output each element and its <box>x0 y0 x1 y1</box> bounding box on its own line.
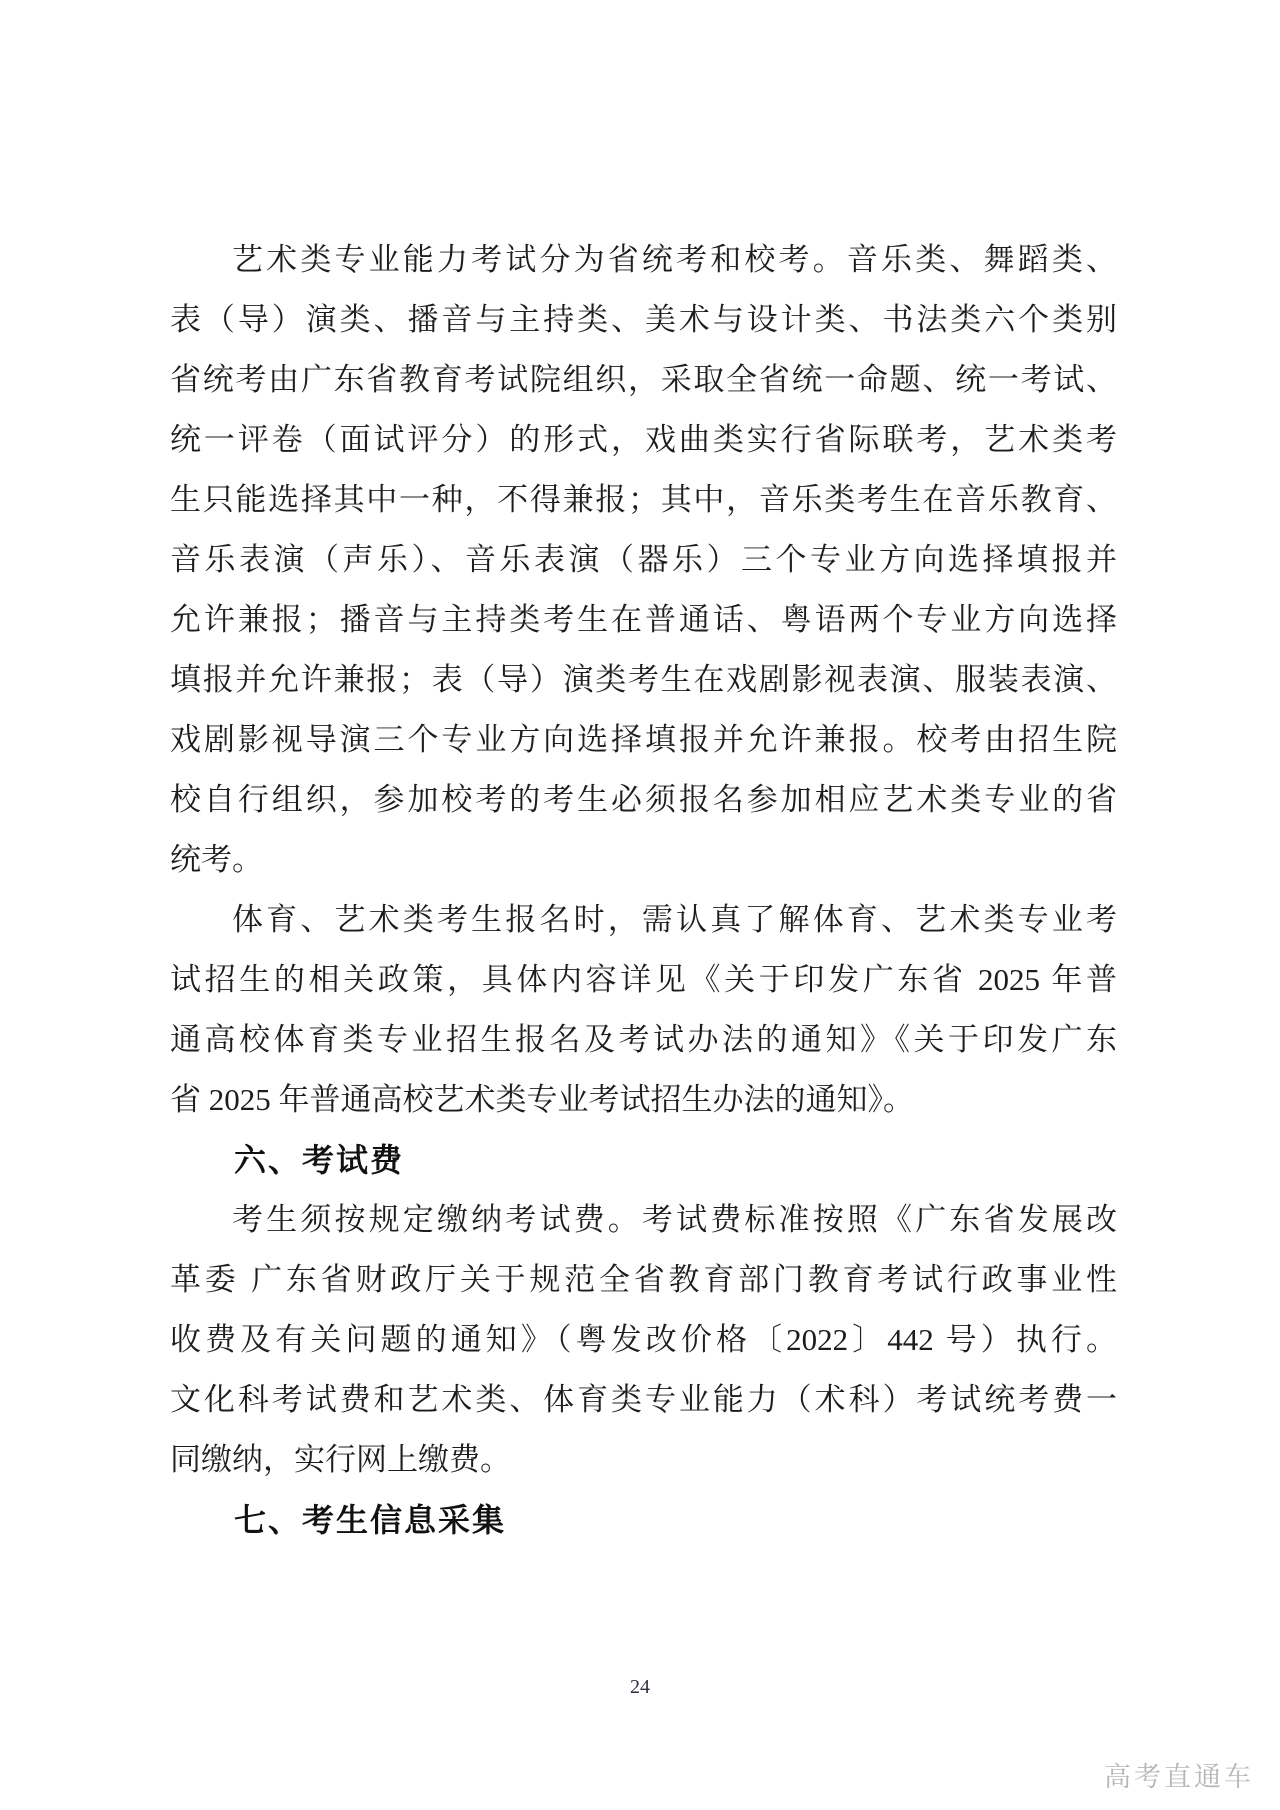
document-content <box>170 230 1117 1550</box>
text-line: 试招生的相关政策，具体内容详见《关于印发广东省 2025 年普 <box>170 962 1117 997</box>
section-heading: 六、考试费 <box>234 1142 405 1178</box>
watermark-text: 高考直通车 <box>1104 1762 1254 1792</box>
page-number: 24 <box>630 1676 650 1698</box>
text-line: 填报并允许兼报；表（导）演类考生在戏剧影视表演、服装表演、 <box>170 662 1117 697</box>
text-line: 体育、艺术类考生报名时，需认真了解体育、艺术类专业考 <box>232 902 1117 937</box>
text-line: 省 2025 年普通高校艺术类专业考试招生办法的通知》。 <box>170 1082 914 1117</box>
text-line: 统考。 <box>170 842 263 877</box>
text-line: 通高校体育类专业招生报名及考试办法的通知》《关于印发广东 <box>170 1022 1117 1057</box>
text-line: 戏剧影视导演三个专业方向选择填报并允许兼报。校考由招生院 <box>170 722 1117 757</box>
text-line: 音乐表演（声乐）、音乐表演（器乐）三个专业方向选择填报并 <box>170 542 1117 577</box>
text-line: 允许兼报；播音与主持类考生在普通话、粤语两个专业方向选择 <box>170 602 1117 637</box>
text-line: 艺术类专业能力考试分为省统考和校考。音乐类、舞蹈类、 <box>232 242 1117 277</box>
text-line: 统一评卷（面试评分）的形式，戏曲类实行省际联考，艺术类考 <box>170 422 1117 457</box>
text-line: 革委 广东省财政厅关于规范全省教育部门教育考试行政事业性 <box>170 1262 1117 1297</box>
text-line: 省统考由广东省教育考试院组织，采取全省统一命题、统一考试、 <box>170 362 1117 397</box>
text-line: 表（导）演类、播音与主持类、美术与设计类、书法类六个类别 <box>170 302 1117 337</box>
text-line: 收费及有关问题的通知》（粤发改价格〔2022〕442 号）执行。 <box>170 1322 1117 1357</box>
text-line: 文化科考试费和艺术类、体育类专业能力（术科）考试统考费一 <box>170 1382 1117 1417</box>
text-line: 生只能选择其中一种，不得兼报；其中，音乐类考生在音乐教育、 <box>170 482 1117 517</box>
section-heading: 七、考生信息采集 <box>234 1502 507 1538</box>
text-line: 同缴纳，实行网上缴费。 <box>170 1442 511 1477</box>
text-line: 考生须按规定缴纳考试费。考试费标准按照《广东省发展改 <box>232 1202 1117 1237</box>
text-line: 校自行组织，参加校考的考生必须报名参加相应艺术类专业的省 <box>170 782 1117 817</box>
